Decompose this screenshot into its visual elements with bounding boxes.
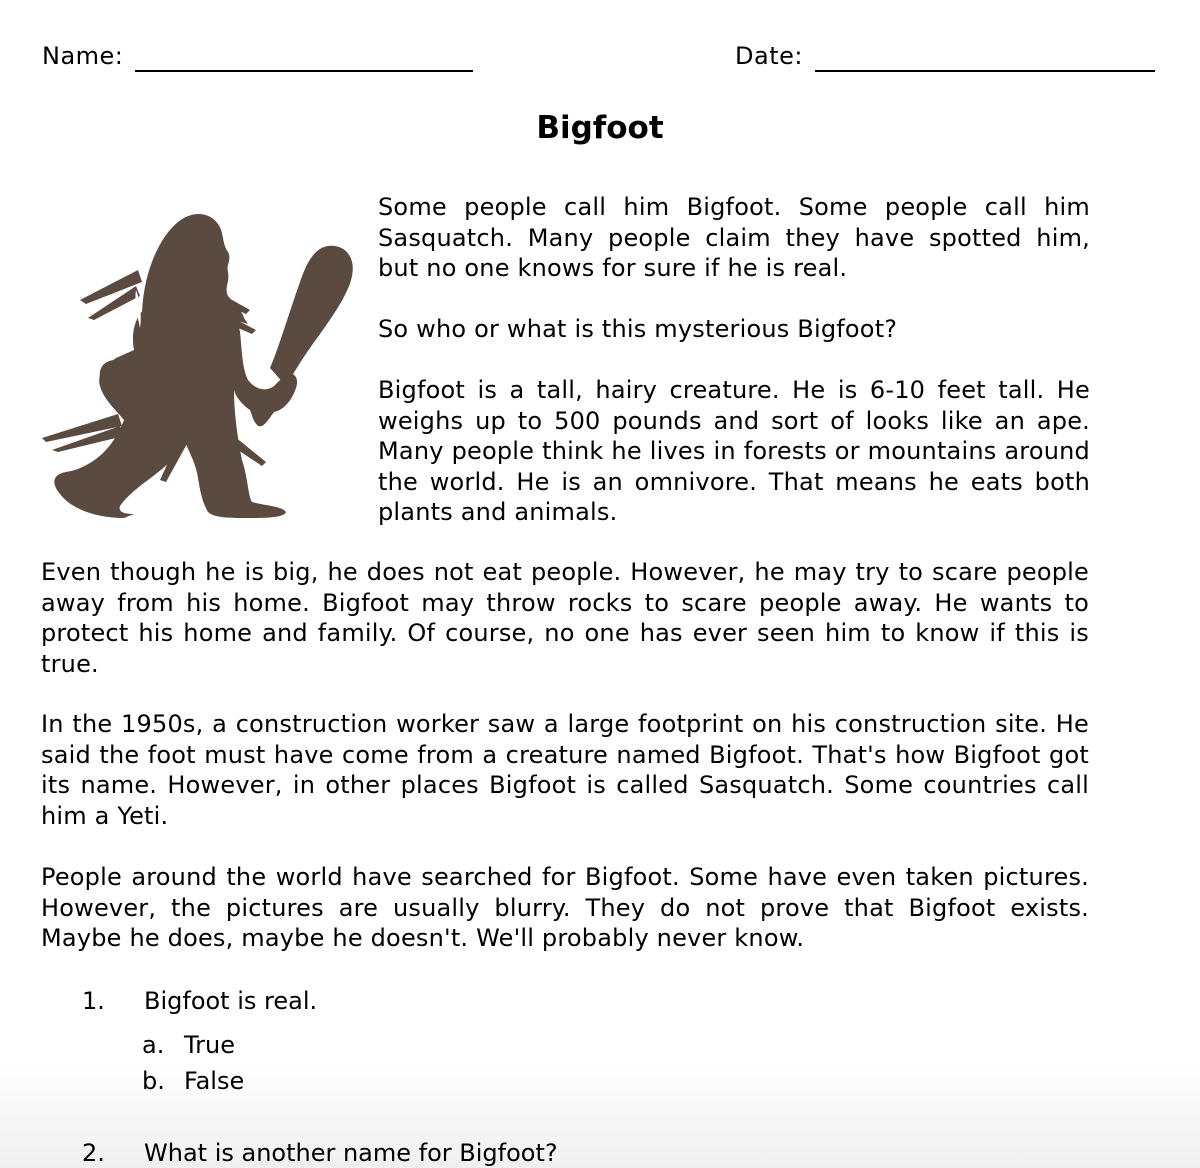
- page-title: Bigfoot: [536, 110, 664, 146]
- date-label: Date:: [735, 42, 803, 70]
- paragraph-description: Bigfoot is a tall, hairy creature. He is 6-10 feet tall. He weighs up to 500 pounds and sort of looks like an ape. Many people think he lives in forests or mountains around the world. He is an omnivore. That means he eats both plants and animals.: [378, 376, 1090, 526]
- paragraph-question: So who or what is this mysterious Bigfoot?: [378, 315, 898, 343]
- question-number: 2.: [82, 1139, 105, 1167]
- paragraph-search: People around the world have searched for Bigfoot. Some have even taken pictures. However, the pictures are usually blurry. They do not prove that Bigfoot exists. Maybe he does, maybe he doesn't. We'll probably never know.: [41, 863, 1089, 952]
- paragraph-history: In the 1950s, a construction worker saw a large footprint on his construction site. He said the foot must have come from a creature named Bigfoot. That's how Bigfoot got its name. However, in other places Bigfoot is called Sasquatch. Some countries call him a Yeti.: [41, 710, 1089, 830]
- choice-text: True: [184, 1031, 235, 1059]
- question-text: Bigfoot is real.: [144, 987, 318, 1015]
- date-field: [735, 40, 1155, 72]
- choice-letter: a.: [142, 1031, 165, 1059]
- choice-letter: b.: [142, 1067, 165, 1095]
- paragraph-intro: Some people call him Bigfoot. Some people call him Sasquatch. Many people claim they have spotted him, but no one knows for sure if he is real.: [378, 193, 1090, 282]
- choice-text: False: [184, 1067, 245, 1095]
- name-label: Name:: [42, 42, 124, 70]
- answer-choice-a[interactable]: [142, 1030, 235, 1060]
- paragraph-behavior: Even though he is big, he does not eat people. However, he may try to scare people away from his home. Bigfoot may throw rocks to scare people away. He wants to protect his home and family. Of course, no one has ever seen him to know if this is true.: [41, 558, 1089, 678]
- answer-choice-b[interactable]: [142, 1066, 244, 1096]
- name-field: [42, 40, 473, 72]
- question-2: [0, 1138, 1200, 1168]
- date-blank-line[interactable]: [815, 44, 1155, 72]
- name-blank-line[interactable]: [135, 44, 473, 72]
- question-1: [0, 986, 1200, 1016]
- bigfoot-silhouette-icon: [38, 200, 358, 520]
- question-number: 1.: [82, 987, 105, 1015]
- question-text: What is another name for Bigfoot?: [144, 1139, 558, 1167]
